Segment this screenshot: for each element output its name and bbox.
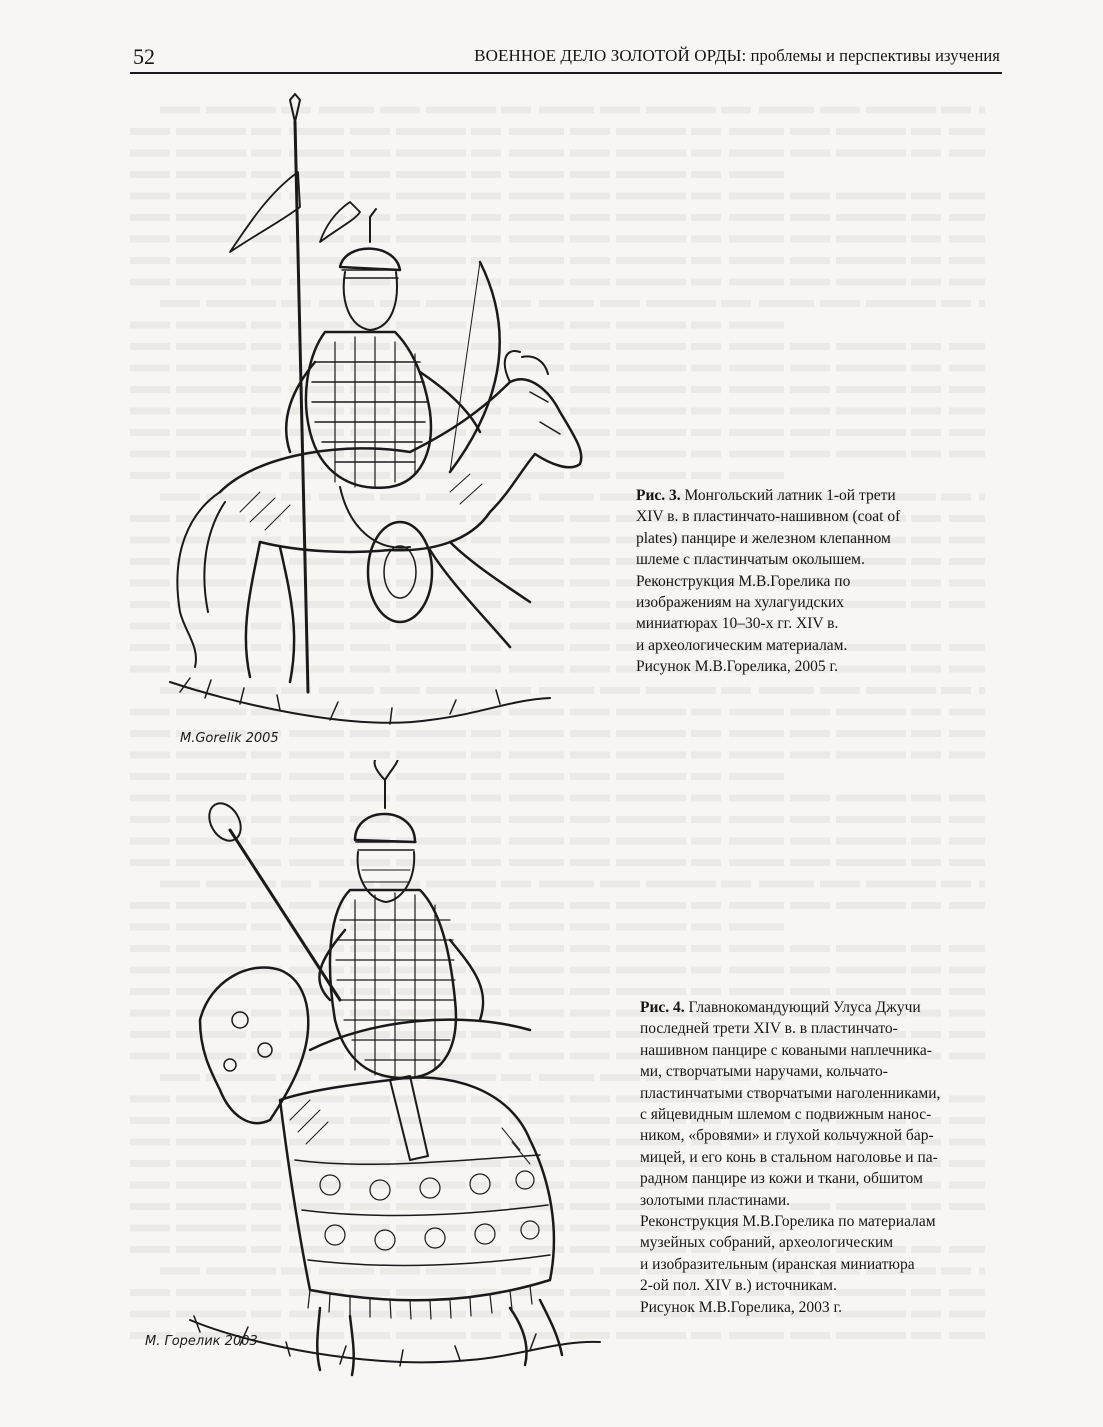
figure-4-caption-line: золотыми пластинами. xyxy=(640,1191,791,1209)
figure-4-caption-line: 2-ой пол. XIV в.) источникам. xyxy=(640,1277,837,1295)
running-head xyxy=(474,46,1000,66)
figure-4-illustration xyxy=(130,760,650,1400)
header-rule xyxy=(130,72,1002,74)
figure-4-caption-line: и изобразительным (иранская миниатюра xyxy=(640,1255,915,1273)
figure-3-caption xyxy=(636,485,976,678)
figure-4-caption-line: ми, створчатыми наручами, кольчато- xyxy=(640,1063,888,1081)
figure-4-caption-line: музейных собраний, археологическим xyxy=(640,1234,894,1252)
figure-4-caption-line: Реконструкция М.В.Горелика по материалам xyxy=(640,1213,936,1231)
figure-4-caption-line: пластинчатыми створчатыми наголенниками, xyxy=(640,1084,941,1102)
figure-4-caption-line: нашивном панцире с коваными наплечника- xyxy=(640,1041,932,1059)
figure-3-signature: M.Gorelik 2005 xyxy=(180,731,279,746)
running-head-caps: ВОЕННОЕ ДЕЛО ЗОЛОТОЙ ОРДЫ: xyxy=(474,46,747,65)
figure-3-caption-line: шлеме с пластинчатым околышем. xyxy=(636,551,865,569)
figure-3-label: Рис. 3. xyxy=(636,487,681,504)
page-number: 52 xyxy=(133,44,155,69)
figure-3-illustration xyxy=(150,92,630,752)
figure-4-label: Рис. 4. xyxy=(640,999,685,1016)
figure-3-caption-line: Рисунок М.В.Горелика, 2005 г. xyxy=(636,658,838,676)
figure-4-caption-line: мицей, и его конь в стальном наголовье и па- xyxy=(640,1148,938,1166)
figure-3-caption-line: Реконструкция М.В.Горелика по xyxy=(636,572,851,590)
figure-4-caption-line: с яйцевидным шлемом с подвижным нанос- xyxy=(640,1106,932,1124)
figure-4-caption-line: Рисунок М.В.Горелика, 2003 г. xyxy=(640,1298,842,1316)
figure-4-caption-line: радном панцире из кожи и ткани, обшитом xyxy=(640,1170,923,1188)
figure-3-caption-line: и археологическим материалам. xyxy=(636,636,848,654)
figure-4-signature: М. Горелик 2003 xyxy=(145,1334,258,1349)
figure-4-caption xyxy=(640,997,1000,1318)
figure-4-caption-line: ником, «бровями» и глухой кольчужной бар- xyxy=(640,1127,934,1145)
figure-3-caption-line: XIV в. в пластинчато-нашивном (coat of xyxy=(636,508,901,526)
figure-3-caption-line: plates) панцире и железном клепанном xyxy=(636,529,891,547)
figure-3-caption-line: Монгольский латник 1-ой трети xyxy=(680,487,896,504)
running-head-rest: проблемы и перспективы изучения xyxy=(746,46,1000,65)
figure-4-caption-line: Главнокомандующий Улуса Джучи xyxy=(684,999,921,1016)
figure-3-caption-line: миниатюрах 10–30-х гг. XIV в. xyxy=(636,615,839,633)
figure-4-caption-line: последней трети XIV в. в пластинчато- xyxy=(640,1020,898,1038)
figure-3-caption-line: изображениям на хулагуидских xyxy=(636,594,845,612)
